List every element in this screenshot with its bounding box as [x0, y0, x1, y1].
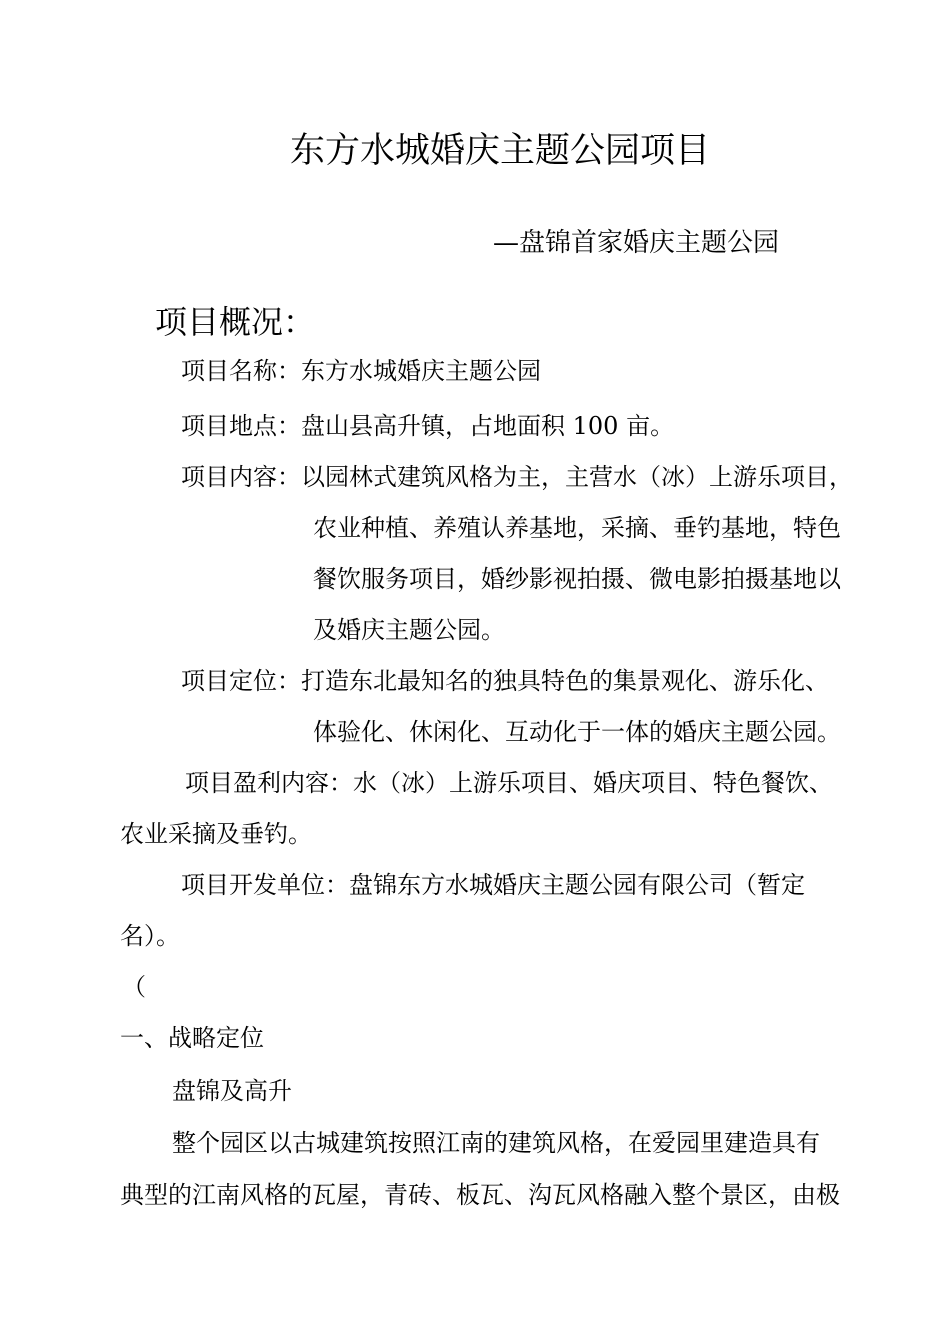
- project-content-line-2: 农业种植、养殖认养基地，采摘、垂钓基地，特色: [313, 514, 841, 542]
- project-content-row: [181, 462, 853, 492]
- project-location-row: [181, 411, 674, 441]
- overview-heading: 项目概况：: [155, 303, 316, 341]
- section-one-paragraph-line-2: 典型的江南风格的瓦屋，青砖、板瓦、沟瓦风格融入整个景区，由极: [120, 1181, 840, 1209]
- project-positioning-line-1: 打造东北最知名的独具特色的集景观化、游乐化、: [301, 667, 829, 695]
- project-content-line-3: 餐饮服务项目，婚纱影视拍摄、微电影拍摄基地以: [313, 565, 841, 593]
- document-subtitle: —盘锦首家婚庆主题公园: [493, 228, 780, 258]
- project-positioning-row: [181, 666, 829, 696]
- project-content-line-4: 及婚庆主题公园。: [313, 616, 505, 644]
- section-one-paragraph-line-1: 整个园区以古城建筑按照江南的建筑风格，在爱园里建造具有: [172, 1129, 820, 1157]
- document-title: 东方水城婚庆主题公园项目: [289, 131, 710, 171]
- project-name-value: 东方水城婚庆主题公园: [301, 357, 541, 385]
- project-positioning-label: 项目定位：: [181, 667, 301, 695]
- project-location-value: 盘山县高升镇，占地面积 100 亩。: [301, 412, 675, 440]
- project-content-line-1: 以园林式建筑风格为主，主营水（冰）上游乐项目，: [301, 463, 853, 491]
- project-name-row: [181, 356, 541, 386]
- project-location-label: 项目地点：: [181, 412, 301, 440]
- section-one-subheading: 盘锦及高升: [172, 1077, 292, 1105]
- developer-line-1: 项目开发单位：盘锦东方水城婚庆主题公园有限公司（暂定: [181, 871, 805, 899]
- project-content-label: 项目内容：: [181, 463, 301, 491]
- profit-content-line-1: 项目盈利内容：水（冰）上游乐项目、婚庆项目、特色餐饮、: [185, 769, 833, 797]
- stray-parenthesis: （: [122, 973, 146, 1001]
- project-name-label: 项目名称：: [181, 357, 301, 385]
- section-one-heading: 一、战略定位: [120, 1024, 264, 1052]
- developer-line-2: 名）。: [120, 922, 180, 950]
- project-positioning-line-2: 体验化、休闲化、互动化于一体的婚庆主题公园。: [313, 718, 841, 746]
- profit-content-line-2: 农业采摘及垂钓。: [120, 820, 312, 848]
